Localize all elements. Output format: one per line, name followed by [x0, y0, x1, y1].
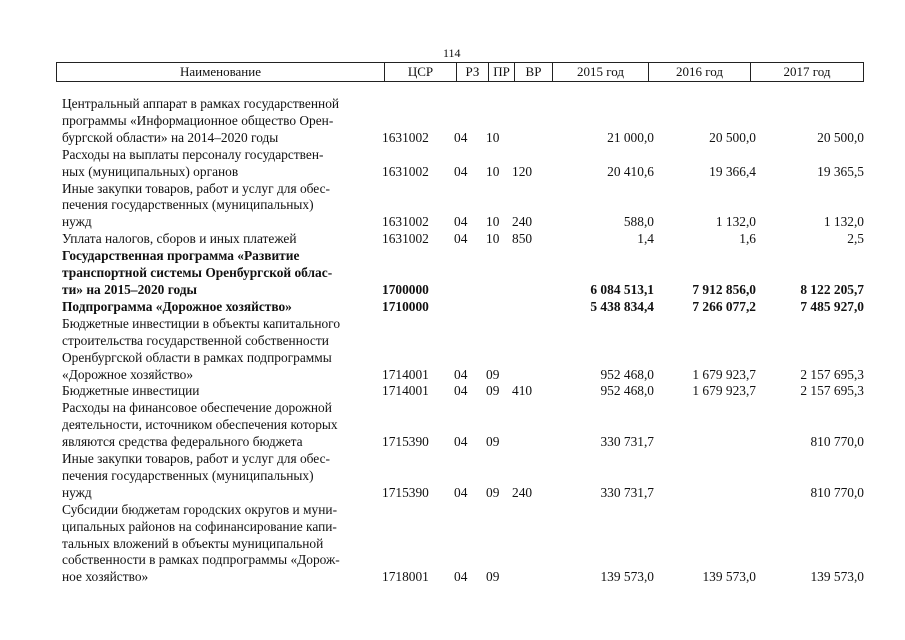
row-2017: 810 770,0 — [810, 484, 864, 500]
row-name-line: Расходы на выплаты персоналу государствен- — [62, 146, 324, 162]
row-name — [62, 147, 382, 181]
table-body — [62, 96, 864, 586]
row-name-line: строительства государственной собственности — [62, 332, 329, 348]
table-row — [62, 502, 864, 587]
row-csr: 1631002 — [382, 231, 429, 247]
row-name-line: Центральный аппарат в рамках государственной — [62, 96, 340, 111]
row-2017: 139 573,0 — [810, 569, 864, 585]
row-csr: 1714001 — [382, 383, 429, 399]
row-name-line: Бюджетные инвестиции — [62, 383, 200, 399]
row-pr: 10 — [486, 214, 500, 230]
row-name — [62, 231, 382, 248]
row-name-line: ных (муниципальных) органов — [62, 163, 239, 179]
row-csr: 1718001 — [382, 569, 429, 585]
table-row — [62, 147, 864, 181]
row-2017: 2 157 695,3 — [800, 366, 864, 382]
row-pr: 09 — [486, 383, 500, 399]
row-pr: 09 — [486, 366, 500, 382]
table-header — [56, 62, 864, 82]
row-csr: 1715390 — [382, 434, 429, 450]
row-2016: 20 500,0 — [709, 129, 756, 145]
row-name-line: Расходы на финансовое обеспечение дорожной — [62, 400, 332, 416]
row-2015: 139 573,0 — [600, 569, 654, 585]
header-2017: 2017 год — [783, 64, 831, 79]
row-name-line: Бюджетные инвестиции в объекты капитального — [62, 315, 341, 331]
row-rz: 04 — [454, 569, 468, 585]
row-name — [62, 299, 382, 316]
header-2015: 2015 год — [553, 63, 649, 81]
row-2015: 1,4 — [637, 231, 654, 247]
row-csr: 1710000 — [382, 298, 429, 314]
row-name — [62, 502, 382, 587]
row-2017: 1 132,0 — [823, 214, 864, 230]
table-row — [62, 299, 864, 316]
row-name-line: тальных вложений в объекты муниципальной — [62, 535, 324, 551]
row-2015: 952 468,0 — [600, 383, 654, 399]
header-2016: 2016 год — [649, 63, 751, 81]
table-row — [62, 383, 864, 400]
row-name-line: Субсидии бюджетам городских округов и муни- — [62, 501, 338, 517]
row-name-line: печения государственных (муниципальных) — [62, 197, 314, 213]
row-2016: 7 912 856,0 — [692, 281, 756, 297]
table-row — [62, 316, 864, 384]
row-2017: 8 122 205,7 — [800, 281, 864, 297]
row-rz: 04 — [454, 129, 468, 145]
table-row — [62, 451, 864, 502]
row-2016: 139 573,0 — [702, 569, 756, 585]
header-name: Наименование — [57, 63, 385, 81]
row-name-line: транспортной системы Оренбургской облас- — [62, 265, 333, 281]
row-csr: 1631002 — [382, 129, 429, 145]
row-name-line: нужд — [62, 214, 92, 230]
row-name — [62, 400, 382, 451]
row-vr: 240 — [512, 484, 533, 500]
row-name-line: Иные закупки товаров, работ и услуг для обес- — [62, 180, 330, 196]
header-vr: ВР — [515, 63, 553, 81]
row-name-line: ти» на 2015–2020 годы — [62, 281, 197, 297]
table-row — [62, 248, 864, 299]
row-rz: 04 — [454, 366, 468, 382]
row-vr: 850 — [512, 231, 533, 247]
row-rz: 04 — [454, 383, 468, 399]
row-vr: 120 — [512, 163, 533, 179]
table-row — [62, 231, 864, 248]
row-2016: 1 132,0 — [715, 214, 756, 230]
row-2015: 330 731,7 — [600, 484, 654, 500]
row-2015: 20 410,6 — [607, 163, 654, 179]
row-name — [62, 248, 382, 299]
row-pr: 09 — [486, 569, 500, 585]
table-row — [62, 96, 864, 147]
page-number: 114 — [443, 46, 461, 60]
row-name-line: деятельности, источником обеспечения которых — [62, 417, 338, 433]
row-pr: 09 — [486, 434, 500, 450]
row-2017: 2,5 — [847, 231, 864, 247]
row-rz: 04 — [454, 484, 468, 500]
row-name-line: нужд — [62, 484, 92, 500]
row-csr: 1715390 — [382, 484, 429, 500]
row-name-line: ное хозяйство» — [62, 569, 149, 585]
row-name-line: печения государственных (муниципальных) — [62, 467, 314, 483]
header-rz: РЗ — [457, 63, 489, 81]
row-name — [62, 181, 382, 232]
row-name — [62, 316, 382, 384]
row-2016: 1,6 — [739, 231, 756, 247]
row-2017: 7 485 927,0 — [800, 298, 864, 314]
row-name — [62, 451, 382, 502]
row-2015: 588,0 — [623, 214, 654, 230]
row-name-line: ципальных районов на софинансирование капи- — [62, 518, 337, 534]
row-name-line: Уплата налогов, сборов и иных платежей — [62, 231, 297, 247]
row-2017: 20 500,0 — [817, 129, 864, 145]
row-name-line: являются средства федерального бюджета — [62, 434, 303, 450]
row-rz: 04 — [454, 231, 468, 247]
row-2015: 6 084 513,1 — [590, 281, 654, 297]
row-name-line: Подпрограмма «Дорожное хозяйство» — [62, 298, 292, 314]
row-vr: 240 — [512, 214, 533, 230]
row-2016: 7 266 077,2 — [692, 298, 756, 314]
row-name-line: собственности в рамках подпрограммы «Дорож- — [62, 552, 340, 568]
row-2015: 5 438 834,4 — [590, 298, 654, 314]
table-row — [62, 400, 864, 451]
row-name — [62, 383, 382, 400]
row-2017: 2 157 695,3 — [800, 383, 864, 399]
row-2016: 19 366,4 — [709, 163, 756, 179]
row-name-line: программы «Информационное общество Орен- — [62, 112, 334, 128]
row-2017: 19 365,5 — [817, 163, 864, 179]
row-csr: 1714001 — [382, 366, 429, 382]
row-2015: 330 731,7 — [600, 434, 654, 450]
row-rz: 04 — [454, 214, 468, 230]
row-2015: 21 000,0 — [607, 129, 654, 145]
row-name — [62, 96, 382, 147]
row-csr: 1631002 — [382, 163, 429, 179]
row-pr: 09 — [486, 484, 500, 500]
row-2015: 952 468,0 — [600, 366, 654, 382]
row-2016: 1 679 923,7 — [692, 383, 756, 399]
row-2016: 1 679 923,7 — [692, 366, 756, 382]
row-vr: 410 — [512, 383, 533, 399]
row-csr: 1631002 — [382, 214, 429, 230]
row-name-line: Оренбургской области в рамках подпрограммы — [62, 349, 332, 365]
row-pr: 10 — [486, 163, 500, 179]
row-rz: 04 — [454, 163, 468, 179]
row-pr: 10 — [486, 129, 500, 145]
row-name-line: «Дорожное хозяйство» — [62, 366, 194, 382]
row-name-line: Государственная программа «Развитие — [62, 248, 300, 264]
row-pr: 10 — [486, 231, 500, 247]
row-csr: 1700000 — [382, 281, 429, 297]
table-row — [62, 181, 864, 232]
header-csr: ЦСР — [385, 63, 457, 81]
row-name-line: бургской области» на 2014–2020 годы — [62, 129, 279, 145]
row-name-line: Иные закупки товаров, работ и услуг для обес- — [62, 451, 330, 467]
row-2017: 810 770,0 — [810, 434, 864, 450]
header-pr: ПР — [489, 63, 515, 81]
row-rz: 04 — [454, 434, 468, 450]
